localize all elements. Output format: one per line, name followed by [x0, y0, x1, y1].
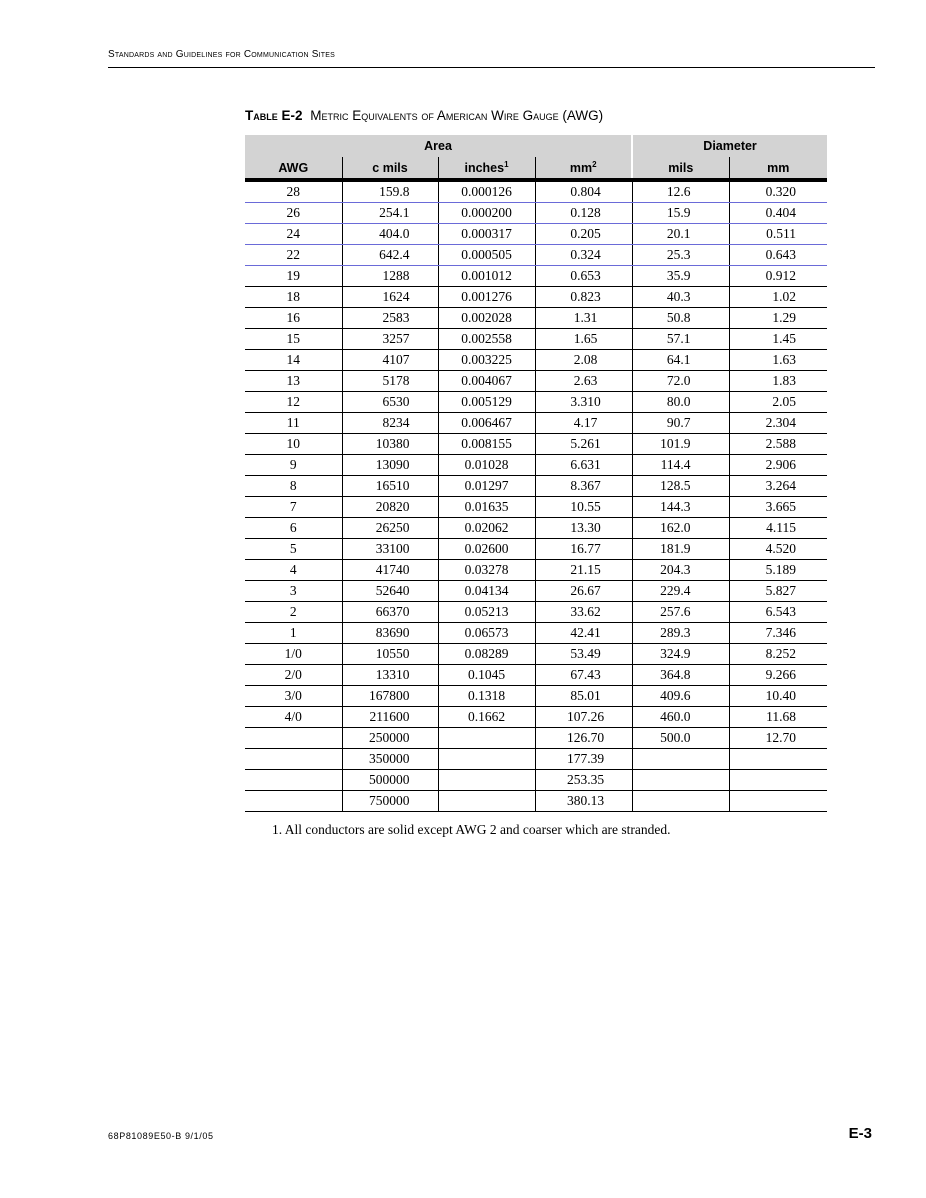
table-title-text: Metric Equivalents of American Wire Gauge (AWG): [310, 108, 604, 123]
table-cell: 10380: [342, 434, 438, 455]
table-cell: 642.4: [342, 245, 438, 266]
table-cell: 4107: [342, 350, 438, 371]
table-row: [245, 203, 827, 224]
col-awg: AWG: [245, 157, 342, 180]
table-cell: 83690: [342, 623, 438, 644]
table-cell: 16: [245, 308, 342, 329]
table-cell: 0.000317: [438, 224, 535, 245]
table-cell: 107.26: [535, 707, 632, 728]
table-cell: 0.003225: [438, 350, 535, 371]
table-cell: 85.01: [535, 686, 632, 707]
table-cell: 7.346: [729, 623, 827, 644]
table-cell: 0.02062: [438, 518, 535, 539]
table-cell: 0.06573: [438, 623, 535, 644]
table-cell: 20.1: [632, 224, 729, 245]
table-cell: 11.68: [729, 707, 827, 728]
table-cell: 1288: [342, 266, 438, 287]
table-cell: 8234: [342, 413, 438, 434]
table-cell: 0.002558: [438, 329, 535, 350]
table-cell: 500000: [342, 770, 438, 791]
table-cell: 26: [245, 203, 342, 224]
table-cell: 0.01028: [438, 455, 535, 476]
page-number: E-3: [848, 1125, 872, 1142]
table-row: [245, 602, 827, 623]
diameter-group-header: Diameter: [632, 135, 827, 157]
table-cell: 211600: [342, 707, 438, 728]
table-cell: 22: [245, 245, 342, 266]
table-cell: 52640: [342, 581, 438, 602]
table-cell: 41740: [342, 560, 438, 581]
table-cell: 0.000505: [438, 245, 535, 266]
table-cell: 67.43: [535, 665, 632, 686]
table-cell: 13310: [342, 665, 438, 686]
table-row: [245, 287, 827, 308]
table-row: [245, 560, 827, 581]
table-row: [245, 539, 827, 560]
table-cell: 53.49: [535, 644, 632, 665]
table-row: [245, 371, 827, 392]
table-cell: 26.67: [535, 581, 632, 602]
table-cell: 144.3: [632, 497, 729, 518]
table-cell: 11: [245, 413, 342, 434]
table-row: [245, 665, 827, 686]
header-rule: [108, 67, 875, 68]
table-cell: 0.653: [535, 266, 632, 287]
table-cell: 16.77: [535, 539, 632, 560]
table-row: [245, 308, 827, 329]
table-cell: 80.0: [632, 392, 729, 413]
col-cmils: c mils: [342, 157, 438, 180]
table-cell: 250000: [342, 728, 438, 749]
table-cell: 0.643: [729, 245, 827, 266]
table-cell: 42.41: [535, 623, 632, 644]
table-cell: 409.6: [632, 686, 729, 707]
table-cell: 0.02600: [438, 539, 535, 560]
table-cell: 9: [245, 455, 342, 476]
table-cell: 15: [245, 329, 342, 350]
col-inches-label: inches: [464, 160, 505, 175]
table-cell: 2/0: [245, 665, 342, 686]
table-cell: 101.9: [632, 434, 729, 455]
table-cell: 1.63: [729, 350, 827, 371]
table-cell: [245, 749, 342, 770]
table-cell: 3.310: [535, 392, 632, 413]
table-row: [245, 770, 827, 791]
table-cell: 1.83: [729, 371, 827, 392]
table-cell: 5.261: [535, 434, 632, 455]
table-row: [245, 224, 827, 245]
table-cell: 8.367: [535, 476, 632, 497]
table-row: [245, 518, 827, 539]
table-cell: 162.0: [632, 518, 729, 539]
table-title: [245, 108, 603, 123]
table-cell: 114.4: [632, 455, 729, 476]
table-cell: 1.29: [729, 308, 827, 329]
table-cell: [632, 791, 729, 812]
table-cell: 0.000126: [438, 180, 535, 203]
table-cell: 12: [245, 392, 342, 413]
table-cell: [245, 728, 342, 749]
table-cell: 6.631: [535, 455, 632, 476]
table-cell: 6.543: [729, 602, 827, 623]
table-cell: 1624: [342, 287, 438, 308]
table-cell: 0.04134: [438, 581, 535, 602]
table-cell: 33100: [342, 539, 438, 560]
table-cell: 0.1662: [438, 707, 535, 728]
table-cell: 0.804: [535, 180, 632, 203]
table-cell: 3/0: [245, 686, 342, 707]
table-cell: 0.006467: [438, 413, 535, 434]
col-mm2: [535, 157, 632, 180]
table-cell: 0.01635: [438, 497, 535, 518]
table-row: [245, 434, 827, 455]
table-cell: 159.8: [342, 180, 438, 203]
table-cell: 0.03278: [438, 560, 535, 581]
table-cell: [632, 749, 729, 770]
table-cell: 0.008155: [438, 434, 535, 455]
table-cell: [438, 749, 535, 770]
table-cell: 128.5: [632, 476, 729, 497]
table-cell: [438, 770, 535, 791]
table-cell: 0.823: [535, 287, 632, 308]
table-cell: 2: [245, 602, 342, 623]
table-cell: 50.8: [632, 308, 729, 329]
table-cell: 64.1: [632, 350, 729, 371]
table-cell: 750000: [342, 791, 438, 812]
table-cell: 0.404: [729, 203, 827, 224]
table-row: [245, 392, 827, 413]
table-cell: 2.588: [729, 434, 827, 455]
table-cell: 257.6: [632, 602, 729, 623]
table-cell: 14: [245, 350, 342, 371]
table-footnote: 1. All conductors are solid except AWG 2 and coarser which are stranded.: [272, 822, 671, 837]
table-cell: 3257: [342, 329, 438, 350]
table-cell: 9.266: [729, 665, 827, 686]
awg-table: [245, 135, 827, 812]
table-cell: [632, 770, 729, 791]
table-cell: 0.1045: [438, 665, 535, 686]
table-cell: [245, 770, 342, 791]
table-cell: 8.252: [729, 644, 827, 665]
table-cell: 6530: [342, 392, 438, 413]
table-row: [245, 329, 827, 350]
table-cell: 1.02: [729, 287, 827, 308]
table-cell: 0.001276: [438, 287, 535, 308]
table-row: [245, 707, 827, 728]
table-cell: 5178: [342, 371, 438, 392]
table-row: [245, 245, 827, 266]
table-cell: 254.1: [342, 203, 438, 224]
table-cell: 2.906: [729, 455, 827, 476]
table-cell: 25.3: [632, 245, 729, 266]
superscript-2: 2: [592, 159, 597, 169]
table-cell: [729, 749, 827, 770]
table-row: [245, 581, 827, 602]
area-group-header: Area: [245, 135, 632, 157]
table-row: [245, 413, 827, 434]
table-cell: 1/0: [245, 644, 342, 665]
table-cell: 2.05: [729, 392, 827, 413]
table-cell: 2.08: [535, 350, 632, 371]
table-cell: 15.9: [632, 203, 729, 224]
table-cell: 3.264: [729, 476, 827, 497]
table-cell: 13: [245, 371, 342, 392]
table-cell: 0.511: [729, 224, 827, 245]
table-cell: 1: [245, 623, 342, 644]
table-cell: 2.63: [535, 371, 632, 392]
table-cell: 229.4: [632, 581, 729, 602]
table-cell: 126.70: [535, 728, 632, 749]
table-label: Table E-2: [245, 108, 303, 123]
table-cell: 0.002028: [438, 308, 535, 329]
table-cell: 4: [245, 560, 342, 581]
table-cell: 13.30: [535, 518, 632, 539]
table-row: [245, 476, 827, 497]
table-cell: 0.1318: [438, 686, 535, 707]
table-cell: 364.8: [632, 665, 729, 686]
table-cell: [729, 770, 827, 791]
table-cell: 177.39: [535, 749, 632, 770]
table-row: [245, 644, 827, 665]
table-cell: 66370: [342, 602, 438, 623]
table-cell: 2.304: [729, 413, 827, 434]
table-row: [245, 180, 827, 203]
table-cell: 204.3: [632, 560, 729, 581]
table-cell: 0.004067: [438, 371, 535, 392]
table-cell: 2583: [342, 308, 438, 329]
col-mm: mm: [729, 157, 827, 180]
table-cell: 10.40: [729, 686, 827, 707]
table-cell: 18: [245, 287, 342, 308]
table-row: [245, 686, 827, 707]
table-cell: 19: [245, 266, 342, 287]
table-cell: 5: [245, 539, 342, 560]
table-cell: 72.0: [632, 371, 729, 392]
table-row: [245, 350, 827, 371]
table-cell: 1.45: [729, 329, 827, 350]
table-cell: 3: [245, 581, 342, 602]
table-cell: 324.9: [632, 644, 729, 665]
table-cell: 24: [245, 224, 342, 245]
table-cell: 0.128: [535, 203, 632, 224]
table-cell: 4.115: [729, 518, 827, 539]
table-cell: 16510: [342, 476, 438, 497]
table-cell: 0.912: [729, 266, 827, 287]
table-row: [245, 728, 827, 749]
table-cell: 10: [245, 434, 342, 455]
table-cell: 5.189: [729, 560, 827, 581]
table-cell: 6: [245, 518, 342, 539]
table-cell: 10.55: [535, 497, 632, 518]
footnote-marker: 1: [504, 159, 509, 169]
table-cell: 380.13: [535, 791, 632, 812]
table-cell: 0.005129: [438, 392, 535, 413]
table-cell: 3.665: [729, 497, 827, 518]
table-cell: 57.1: [632, 329, 729, 350]
table-cell: 8: [245, 476, 342, 497]
table-cell: 40.3: [632, 287, 729, 308]
table-cell: 28: [245, 180, 342, 203]
table-row: [245, 455, 827, 476]
table-cell: [245, 791, 342, 812]
table-cell: 12.70: [729, 728, 827, 749]
table-cell: 253.35: [535, 770, 632, 791]
table-cell: 0.205: [535, 224, 632, 245]
table-cell: [729, 791, 827, 812]
table-cell: 460.0: [632, 707, 729, 728]
table-cell: 181.9: [632, 539, 729, 560]
table-cell: 0.320: [729, 180, 827, 203]
table-cell: 500.0: [632, 728, 729, 749]
table-cell: 0.01297: [438, 476, 535, 497]
table-cell: 4.520: [729, 539, 827, 560]
table-cell: 0.000200: [438, 203, 535, 224]
table-cell: [438, 791, 535, 812]
table-cell: 0.08289: [438, 644, 535, 665]
col-mils: mils: [632, 157, 729, 180]
table-cell: 33.62: [535, 602, 632, 623]
running-header: Standards and Guidelines for Communication Sites: [108, 49, 335, 60]
table-cell: 7: [245, 497, 342, 518]
table-body: [245, 180, 827, 812]
table-cell: 12.6: [632, 180, 729, 203]
table-cell: 4/0: [245, 707, 342, 728]
table-cell: 1.31: [535, 308, 632, 329]
table-cell: 35.9: [632, 266, 729, 287]
table-cell: 404.0: [342, 224, 438, 245]
table-cell: 0.05213: [438, 602, 535, 623]
table-cell: 26250: [342, 518, 438, 539]
table-cell: 350000: [342, 749, 438, 770]
table-cell: 5.827: [729, 581, 827, 602]
table-cell: 0.324: [535, 245, 632, 266]
table-row: [245, 623, 827, 644]
table-cell: 21.15: [535, 560, 632, 581]
table-cell: 10550: [342, 644, 438, 665]
table-cell: 0.001012: [438, 266, 535, 287]
table-row: [245, 749, 827, 770]
table-cell: 20820: [342, 497, 438, 518]
table-row: [245, 497, 827, 518]
col-inches: [438, 157, 535, 180]
table-row: [245, 791, 827, 812]
table-cell: 13090: [342, 455, 438, 476]
table-row: [245, 266, 827, 287]
table-cell: 1.65: [535, 329, 632, 350]
col-mm2-label: mm: [569, 160, 593, 175]
table-cell: [438, 728, 535, 749]
table-cell: 4.17: [535, 413, 632, 434]
document-id: 68P81089E50-B 9/1/05: [108, 1131, 214, 1141]
table-cell: 167800: [342, 686, 438, 707]
table-cell: 289.3: [632, 623, 729, 644]
table-cell: 90.7: [632, 413, 729, 434]
